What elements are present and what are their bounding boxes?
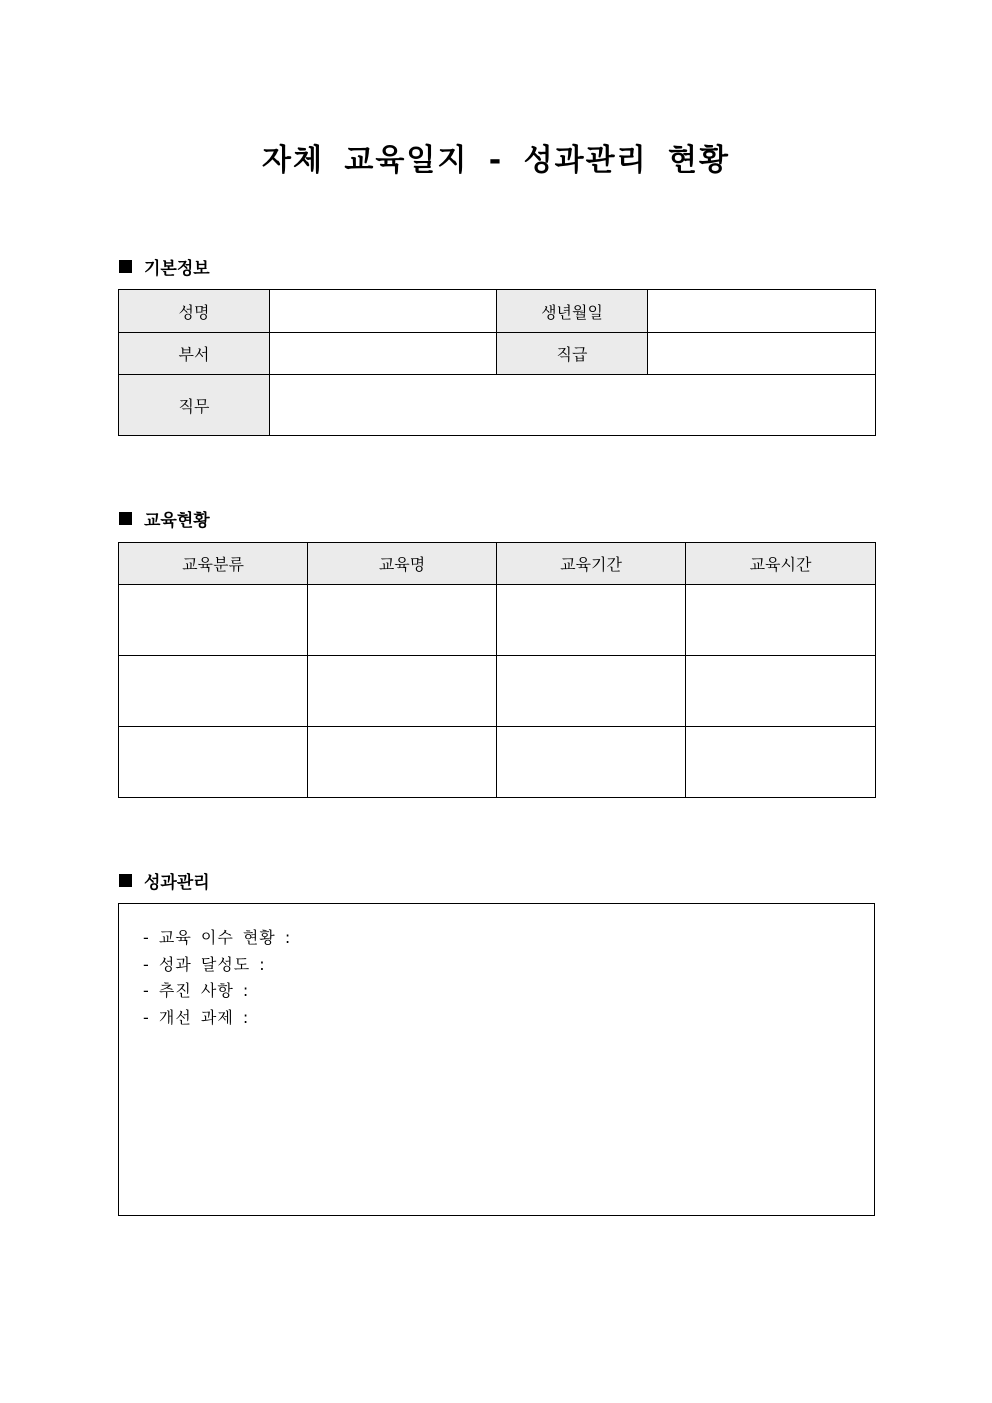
performance-box[interactable] <box>118 903 875 1216</box>
column-header: 교육기간 <box>497 543 686 585</box>
section-heading-label: 기본정보 <box>144 259 210 279</box>
square-bullet-icon <box>119 512 132 525</box>
education-name-cell[interactable] <box>308 727 497 798</box>
column-header: 교육시간 <box>686 543 876 585</box>
performance-item-improvement: - 개선 과제 : <box>143 1007 250 1027</box>
position-field[interactable] <box>648 333 876 375</box>
column-header: 교육명 <box>308 543 497 585</box>
section-heading-basic-info <box>119 254 210 279</box>
square-bullet-icon <box>119 874 132 887</box>
duty-label: 직무 <box>119 375 270 436</box>
education-category-cell[interactable] <box>119 585 308 656</box>
table-row <box>119 727 876 798</box>
education-period-cell[interactable] <box>497 585 686 656</box>
duty-field[interactable] <box>270 375 876 436</box>
performance-item-progress: - 추진 사항 : <box>143 981 250 1000</box>
basic-info-table <box>118 289 876 436</box>
section-heading-performance <box>119 868 210 893</box>
name-field[interactable] <box>270 290 497 333</box>
column-header: 교육분류 <box>119 543 308 585</box>
education-period-cell[interactable] <box>497 656 686 727</box>
birth-date-field[interactable] <box>648 290 876 333</box>
education-status-table <box>118 542 876 798</box>
performance-item-achievement: - 성과 달성도 : <box>143 954 266 974</box>
department-field[interactable] <box>270 333 497 375</box>
education-category-cell[interactable] <box>119 656 308 727</box>
education-name-cell[interactable] <box>308 585 497 656</box>
name-label: 성명 <box>119 290 270 333</box>
birth-date-label: 생년월일 <box>497 290 648 333</box>
performance-item-completion: - 교육 이수 현황 : <box>143 928 292 947</box>
page-title: 자체 교육일지 - 성과관리 현황 <box>262 143 730 178</box>
section-heading-education-status <box>119 506 210 531</box>
department-label: 부서 <box>119 333 270 375</box>
table-row <box>119 585 876 656</box>
square-bullet-icon <box>119 260 132 273</box>
performance-list <box>119 904 874 1031</box>
table-row <box>119 656 876 727</box>
position-label: 직급 <box>497 333 648 375</box>
section-heading-label: 성과관리 <box>144 873 210 893</box>
education-hours-cell[interactable] <box>686 656 876 727</box>
education-category-cell[interactable] <box>119 727 308 798</box>
education-hours-cell[interactable] <box>686 727 876 798</box>
education-period-cell[interactable] <box>497 727 686 798</box>
education-name-cell[interactable] <box>308 656 497 727</box>
education-hours-cell[interactable] <box>686 585 876 656</box>
section-heading-label: 교육현황 <box>144 511 210 531</box>
